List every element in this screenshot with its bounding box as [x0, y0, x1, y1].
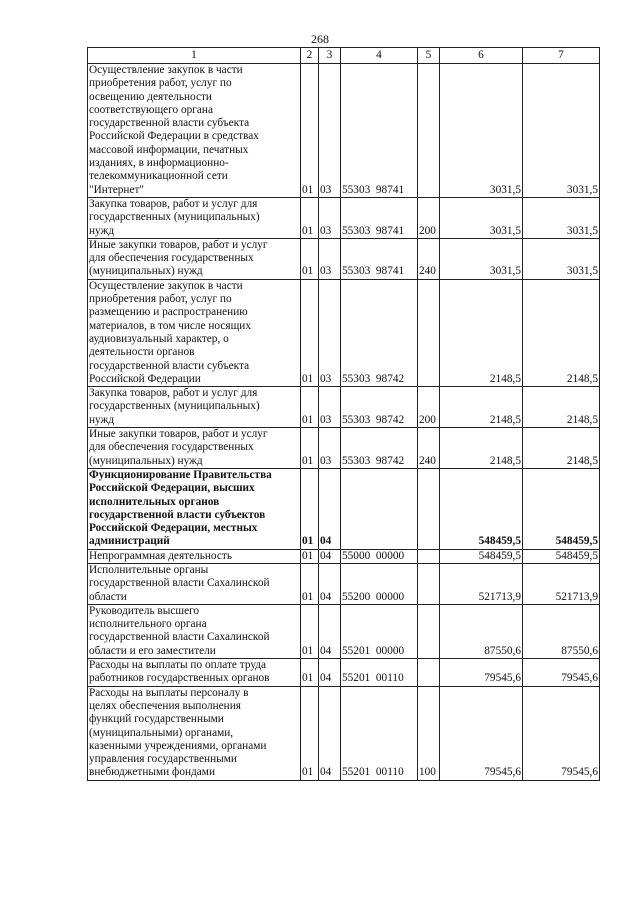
table-row [88, 428, 600, 469]
row-amount-col6-cell: 2148,5 [440, 428, 523, 469]
row-subsection-cell: 04 [319, 563, 341, 604]
header-cell-7: 7 [523, 48, 600, 64]
row-amount-col7-cell: 2148,5 [523, 387, 600, 428]
row-amount-col6-cell: 79545,6 [440, 686, 523, 780]
row-expense-type-cell: 200 [418, 197, 440, 238]
row-expense-type-cell [418, 563, 440, 604]
table-row [88, 197, 600, 238]
row-amount-col6-cell: 79545,6 [440, 659, 523, 687]
row-amount-col6-cell: 548459,5 [440, 549, 523, 563]
row-amount-col7-cell: 548459,5 [523, 468, 600, 549]
row-target-code-cell: 55303 98742 [341, 387, 418, 428]
row-amount-col6-cell: 2148,5 [440, 387, 523, 428]
row-subsection-cell: 03 [319, 64, 341, 198]
row-subsection-cell: 03 [319, 238, 341, 279]
row-amount-col7-cell: 3031,5 [523, 238, 600, 279]
row-name-cell: Иные закупки товаров, работ и услуг для обеспечения государственных (муниципальных) нужд [88, 238, 301, 279]
row-amount-col7-cell: 3031,5 [523, 197, 600, 238]
row-name-cell: Осуществление закупок в части приобретения работ, услуг по освещению деятельности соответствующего органа государственной власти субъекта Российской Федерации в средствах массовой информации, печатных изданиях, в информационно- телекоммуникационной сети "Интернет" [88, 64, 301, 198]
row-subsection-cell: 04 [319, 604, 341, 658]
row-amount-col6-cell: 3031,5 [440, 238, 523, 279]
row-target-code-cell: 55200 00000 [341, 563, 418, 604]
row-name-cell: Функционирование Правительства Российской Федерации, высших исполнительных органов государственной власти субъектов Российской Федерации, местных администраций [88, 468, 301, 549]
table-row [88, 387, 600, 428]
row-target-code-cell: 55303 98741 [341, 197, 418, 238]
row-subsection-cell: 04 [319, 659, 341, 687]
row-name-cell: Расходы на выплаты по оплате труда работников государственных органов [88, 659, 301, 687]
row-name-cell: Непрограммная деятельность [88, 549, 301, 563]
row-amount-col7-cell: 2148,5 [523, 279, 600, 386]
row-amount-col6-cell: 548459,5 [440, 468, 523, 549]
row-expense-type-cell [418, 468, 440, 549]
row-expense-type-cell [418, 279, 440, 386]
budget-table [87, 47, 600, 781]
row-expense-type-cell: 240 [418, 428, 440, 469]
row-name-cell: Закупка товаров, работ и услуг для государственных (муниципальных) нужд [88, 197, 301, 238]
row-target-code-cell: 55201 00110 [341, 686, 418, 780]
row-section-cell: 01 [301, 563, 319, 604]
row-section-cell: 01 [301, 659, 319, 687]
row-amount-col7-cell: 521713,9 [523, 563, 600, 604]
row-amount-col6-cell: 3031,5 [440, 197, 523, 238]
row-target-code-cell: 55201 00110 [341, 659, 418, 687]
row-section-cell: 01 [301, 428, 319, 469]
row-amount-col7-cell: 3031,5 [523, 64, 600, 198]
row-section-cell: 01 [301, 279, 319, 386]
row-subsection-cell: 03 [319, 197, 341, 238]
row-subsection-cell: 03 [319, 428, 341, 469]
table-row [88, 604, 600, 658]
table-row [88, 64, 600, 198]
header-cell-2: 2 [301, 48, 319, 64]
header-cell-1: 1 [88, 48, 301, 64]
row-amount-col7-cell: 2148,5 [523, 428, 600, 469]
row-subsection-cell: 04 [319, 549, 341, 563]
row-target-code-cell: 55303 98742 [341, 428, 418, 469]
header-cell-6: 6 [440, 48, 523, 64]
row-subsection-cell: 03 [319, 279, 341, 386]
table-row [88, 238, 600, 279]
row-target-code-cell: 55000 00000 [341, 549, 418, 563]
table-row [88, 468, 600, 549]
row-amount-col6-cell: 2148,5 [440, 279, 523, 386]
table-row [88, 279, 600, 386]
row-name-cell: Руководитель высшего исполнительного органа государственной власти Сахалинской области и его заместители [88, 604, 301, 658]
table-row [88, 563, 600, 604]
row-amount-col7-cell: 79545,6 [523, 686, 600, 780]
row-amount-col6-cell: 3031,5 [440, 64, 523, 198]
row-section-cell: 01 [301, 64, 319, 198]
table-row [88, 549, 600, 563]
row-amount-col7-cell: 548459,5 [523, 549, 600, 563]
row-expense-type-cell [418, 64, 440, 198]
row-name-cell: Расходы на выплаты персоналу в целях обеспечения выполнения функций государственными (муниципальными) органами, казенными учреждениями, органами управления государственными внебюджетными фондами [88, 686, 301, 780]
row-name-cell: Осуществление закупок в части приобретения работ, услуг по размещению и распространению материалов, в том числе носящих аудиовизуальный характер, о деятельности органов государственной власти субъекта Российской Федерации [88, 279, 301, 386]
header-cell-5: 5 [418, 48, 440, 64]
row-section-cell: 01 [301, 604, 319, 658]
row-amount-col6-cell: 521713,9 [440, 563, 523, 604]
row-expense-type-cell: 240 [418, 238, 440, 279]
table-row [88, 686, 600, 780]
row-target-code-cell [341, 468, 418, 549]
row-expense-type-cell: 200 [418, 387, 440, 428]
row-target-code-cell: 55201 00000 [341, 604, 418, 658]
page-number: 268 [311, 32, 329, 46]
row-subsection-cell: 03 [319, 387, 341, 428]
row-section-cell: 01 [301, 387, 319, 428]
row-amount-col7-cell: 79545,6 [523, 659, 600, 687]
row-name-cell: Исполнительные органы государственной власти Сахалинской области [88, 563, 301, 604]
row-target-code-cell: 55303 98741 [341, 64, 418, 198]
row-expense-type-cell [418, 659, 440, 687]
row-section-cell: 01 [301, 686, 319, 780]
row-target-code-cell: 55303 98741 [341, 238, 418, 279]
row-amount-col7-cell: 87550,6 [523, 604, 600, 658]
row-section-cell: 01 [301, 468, 319, 549]
row-expense-type-cell: 100 [418, 686, 440, 780]
row-section-cell: 01 [301, 549, 319, 563]
row-name-cell: Закупка товаров, работ и услуг для государственных (муниципальных) нужд [88, 387, 301, 428]
header-cell-4: 4 [341, 48, 418, 64]
table-row [88, 659, 600, 687]
row-section-cell: 01 [301, 238, 319, 279]
header-cell-3: 3 [319, 48, 341, 64]
row-expense-type-cell [418, 604, 440, 658]
row-expense-type-cell [418, 549, 440, 563]
table-header-row [88, 48, 600, 64]
row-name-cell: Иные закупки товаров, работ и услуг для обеспечения государственных (муниципальных) нужд [88, 428, 301, 469]
row-subsection-cell: 04 [319, 468, 341, 549]
row-amount-col6-cell: 87550,6 [440, 604, 523, 658]
row-section-cell: 01 [301, 197, 319, 238]
row-subsection-cell: 04 [319, 686, 341, 780]
row-target-code-cell: 55303 98742 [341, 279, 418, 386]
